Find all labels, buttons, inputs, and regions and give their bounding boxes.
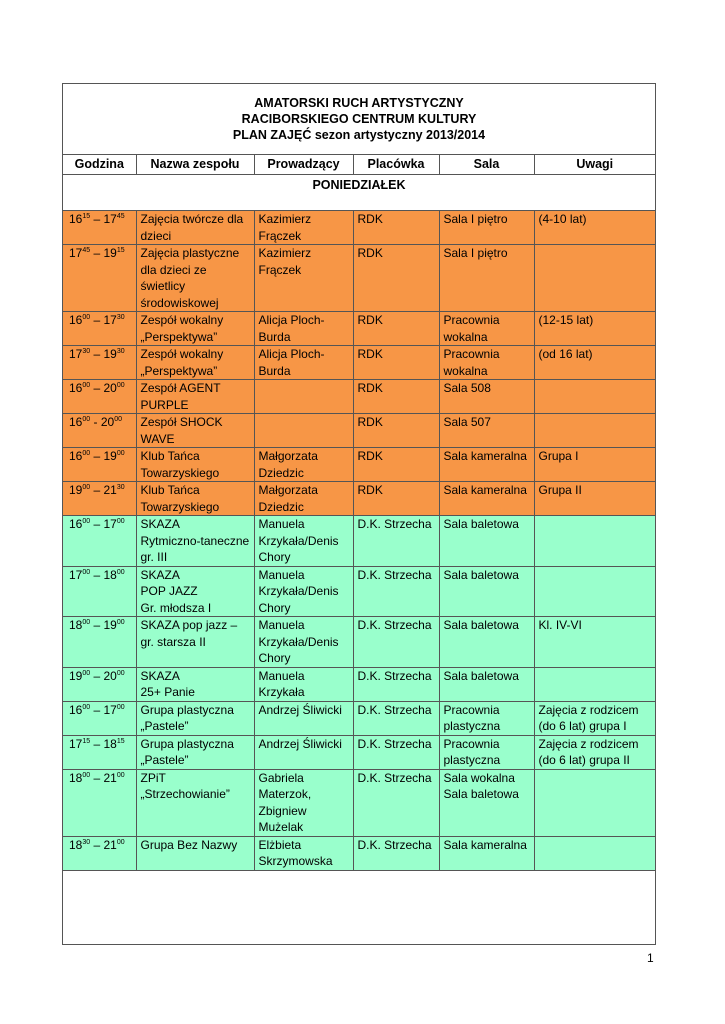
start-hour: 16 [69, 313, 83, 327]
table-row [63, 701, 655, 735]
column-header-leader: Prowadzący [254, 155, 353, 175]
group-name-cell: SKAZA 25+ Panie [136, 667, 254, 701]
notes-cell [534, 516, 655, 567]
leader-cell [254, 414, 353, 448]
time-separator: – [90, 618, 104, 632]
venue-cell: D.K. Strzecha [353, 667, 439, 701]
end-minutes: 45 [116, 213, 125, 220]
start-minutes: 15 [82, 737, 91, 745]
start-minutes: 00 [82, 416, 91, 423]
end-minutes: 00 [116, 382, 125, 389]
table-row [63, 211, 655, 245]
start-hour: 17 [69, 347, 83, 361]
leader-cell: Małgorzata Dziedzic [254, 482, 353, 516]
end-hour: 17 [103, 702, 117, 717]
time-cell [63, 617, 136, 668]
group-name-cell: Klub Tańca Towarzyskiego [136, 482, 254, 516]
room-cell: Sala I piętro [439, 211, 534, 245]
start-minutes: 00 [82, 568, 91, 576]
venue-cell: D.K. Strzecha [353, 769, 439, 836]
group-name-cell: Zespół AGENT PURPLE [136, 380, 254, 414]
notes-cell [534, 414, 655, 448]
room-cell: Pracownia plastyczna [439, 701, 534, 735]
end-minutes: 00 [116, 838, 125, 846]
start-minutes: 30 [82, 838, 91, 846]
leader-cell: Kazimierz Frączek [254, 245, 353, 312]
schedule-table [63, 155, 655, 959]
time-separator: – [90, 770, 104, 785]
end-minutes: 00 [116, 771, 125, 779]
start-hour: 18 [69, 837, 83, 852]
time-separator: – [90, 736, 104, 751]
leader-cell: Kazimierz Frączek [254, 211, 353, 245]
venue-cell: RDK [353, 312, 439, 346]
end-hour: 17 [103, 517, 117, 531]
end-hour: 20 [103, 381, 117, 395]
table-row [63, 617, 655, 668]
group-name-cell: Zajęcia plastyczne dla dzieci ze świetlicy środowiskowej [136, 245, 254, 312]
time-cell [63, 414, 136, 448]
end-hour: 19 [103, 246, 117, 260]
time-separator: - [90, 415, 101, 429]
start-hour: 16 [69, 517, 83, 531]
end-minutes: 00 [116, 450, 125, 457]
group-name-cell: Zajęcia twórcze dla dzieci [136, 211, 254, 245]
document-frame [62, 83, 656, 945]
room-cell: Pracownia wokalna [439, 312, 534, 346]
notes-cell [534, 566, 655, 617]
room-cell: Pracownia wokalna [439, 346, 534, 380]
leader-cell [254, 380, 353, 414]
notes-cell: (od 16 lat) [534, 346, 655, 380]
title-block [63, 84, 655, 155]
time-cell [63, 735, 136, 769]
start-hour: 17 [69, 246, 83, 260]
group-name-cell: Grupa plastyczna „Pastele” [136, 735, 254, 769]
end-minutes: 00 [116, 568, 125, 576]
table-row [63, 448, 655, 482]
end-minutes: 30 [116, 484, 125, 491]
group-name-cell: SKAZA pop jazz – gr. starsza II [136, 617, 254, 668]
start-hour: 16 [69, 449, 83, 463]
group-name-cell: Zespół SHOCK WAVE [136, 414, 254, 448]
end-minutes: 00 [116, 518, 125, 525]
time-cell [63, 346, 136, 380]
venue-cell: RDK [353, 414, 439, 448]
end-minutes: 30 [116, 348, 125, 355]
start-minutes: 00 [82, 314, 91, 321]
start-minutes: 00 [82, 771, 91, 779]
start-hour: 18 [69, 770, 83, 785]
venue-cell: D.K. Strzecha [353, 836, 439, 870]
time-cell [63, 667, 136, 701]
time-separator: – [90, 567, 104, 582]
end-minutes: 15 [116, 247, 125, 254]
time-separator: – [90, 313, 104, 327]
table-row [63, 516, 655, 567]
end-hour: 20 [100, 415, 115, 429]
time-separator: – [90, 381, 104, 395]
end-minutes: 00 [116, 619, 125, 626]
time-separator: – [90, 212, 104, 226]
notes-cell: Zajęcia z rodzicem (do 6 lat) grupa II [534, 735, 655, 769]
time-cell [63, 312, 136, 346]
start-hour: 17 [69, 736, 83, 751]
start-hour: 16 [69, 415, 83, 429]
column-header-group: Nazwa zespołu [136, 155, 254, 175]
venue-cell: D.K. Strzecha [353, 701, 439, 735]
start-minutes: 00 [82, 382, 91, 389]
start-hour: 16 [69, 381, 83, 395]
start-minutes: 00 [82, 484, 91, 491]
leader-cell: Manuela Krzykała/Denis Chory [254, 566, 353, 617]
title-line-2: RACIBORSKIEGO CENTRUM KULTURY [241, 112, 477, 126]
room-cell: Sala kameralna [439, 836, 534, 870]
empty-cell [63, 870, 655, 959]
time-cell [63, 836, 136, 870]
page-number: 1 [647, 951, 654, 965]
room-cell: Sala kameralna [439, 482, 534, 516]
time-separator: – [90, 702, 104, 717]
group-name-cell: Grupa plastyczna „Pastele” [136, 701, 254, 735]
end-hour: 21 [103, 837, 117, 852]
start-hour: 16 [69, 212, 83, 226]
table-row [63, 836, 655, 870]
room-cell: Sala wokalna Sala baletowa [439, 769, 534, 836]
venue-cell: D.K. Strzecha [353, 566, 439, 617]
time-cell [63, 245, 136, 312]
start-hour: 18 [69, 618, 83, 632]
leader-cell: Manuela Krzykała/Denis Chory [254, 516, 353, 567]
venue-cell: RDK [353, 211, 439, 245]
leader-cell: Andrzej Śliwicki [254, 701, 353, 735]
leader-cell: Małgorzata Dziedzic [254, 448, 353, 482]
end-minutes: 15 [116, 737, 125, 745]
room-cell: Sala baletowa [439, 516, 534, 567]
title-line-3: PLAN ZAJĘĆ sezon artystyczny 2013/2014 [232, 128, 486, 142]
table-row [63, 346, 655, 380]
leader-cell: Gabriela Materzok, Zbigniew Mużelak [254, 769, 353, 836]
end-hour: 20 [103, 668, 117, 683]
leader-cell: Manuela Krzykała [254, 667, 353, 701]
end-hour: 18 [103, 567, 117, 582]
notes-cell: Grupa II [534, 482, 655, 516]
time-cell [63, 769, 136, 836]
start-minutes: 00 [82, 703, 91, 711]
empty-row [63, 870, 655, 959]
room-cell: Sala baletowa [439, 566, 534, 617]
room-cell: Sala 508 [439, 380, 534, 414]
end-hour: 17 [103, 212, 117, 226]
end-minutes: 00 [116, 703, 125, 711]
room-cell: Sala baletowa [439, 667, 534, 701]
day-row [63, 175, 655, 211]
time-separator: – [90, 449, 104, 463]
venue-cell: RDK [353, 245, 439, 312]
notes-cell: Kl. IV-VI [534, 617, 655, 668]
start-minutes: 00 [82, 619, 91, 626]
notes-cell: (12-15 lat) [534, 312, 655, 346]
start-hour: 19 [69, 483, 83, 497]
room-cell: Sala kameralna [439, 448, 534, 482]
time-separator: – [90, 517, 104, 531]
table-row [63, 245, 655, 312]
venue-cell: RDK [353, 482, 439, 516]
notes-cell: (4-10 lat) [534, 211, 655, 245]
time-cell [63, 380, 136, 414]
room-cell: Sala baletowa [439, 617, 534, 668]
end-hour: 19 [103, 347, 117, 361]
time-separator: – [90, 246, 104, 260]
start-hour: 19 [69, 668, 83, 683]
venue-cell: D.K. Strzecha [353, 617, 439, 668]
venue-cell: RDK [353, 380, 439, 414]
time-cell [63, 566, 136, 617]
room-cell: Sala 507 [439, 414, 534, 448]
day-label: PONIEDZIAŁEK [63, 175, 655, 211]
notes-cell: Grupa I [534, 448, 655, 482]
group-name-cell: SKAZA POP JAZZ Gr. młodsza I [136, 566, 254, 617]
end-hour: 19 [103, 618, 117, 632]
leader-cell: Alicja Ploch-Burda [254, 312, 353, 346]
group-name-cell: ZPiT „Strzechowianie” [136, 769, 254, 836]
time-cell [63, 701, 136, 735]
group-name-cell: Grupa Bez Nazwy [136, 836, 254, 870]
start-hour: 17 [69, 567, 83, 582]
room-cell: Pracownia plastyczna [439, 735, 534, 769]
time-separator: – [90, 483, 104, 497]
time-cell [63, 448, 136, 482]
table-row [63, 414, 655, 448]
end-hour: 21 [103, 770, 117, 785]
start-minutes: 45 [82, 247, 91, 254]
venue-cell: D.K. Strzecha [353, 735, 439, 769]
end-hour: 21 [103, 483, 117, 497]
notes-cell [534, 836, 655, 870]
end-hour: 19 [103, 449, 117, 463]
notes-cell [534, 380, 655, 414]
table-row [63, 380, 655, 414]
start-minutes: 15 [82, 213, 91, 220]
end-hour: 18 [103, 736, 117, 751]
table-row [63, 769, 655, 836]
group-name-cell: Zespół wokalny „Perspektywa” [136, 346, 254, 380]
venue-cell: RDK [353, 346, 439, 380]
leader-cell: Alicja Ploch-Burda [254, 346, 353, 380]
group-name-cell: SKAZA Rytmiczno-taneczne gr. III [136, 516, 254, 567]
start-minutes: 00 [82, 450, 91, 457]
title-line-1: AMATORSKI RUCH ARTYSTYCZNY [254, 96, 464, 110]
time-cell [63, 482, 136, 516]
time-separator: – [90, 668, 104, 683]
time-separator: – [90, 347, 104, 361]
leader-cell: Elżbieta Skrzymowska [254, 836, 353, 870]
start-minutes: 00 [82, 518, 91, 525]
notes-cell [534, 245, 655, 312]
start-minutes: 30 [82, 348, 91, 355]
leader-cell: Manuela Krzykała/Denis Chory [254, 617, 353, 668]
venue-cell: D.K. Strzecha [353, 516, 439, 567]
time-cell [63, 516, 136, 567]
table-row [63, 482, 655, 516]
end-minutes: 00 [114, 416, 122, 423]
notes-cell [534, 667, 655, 701]
end-hour: 17 [103, 313, 117, 327]
group-name-cell: Zespół wokalny „Perspektywa” [136, 312, 254, 346]
column-header-notes: Uwagi [534, 155, 655, 175]
start-hour: 16 [69, 702, 83, 717]
end-minutes: 30 [116, 314, 125, 321]
time-separator: – [90, 837, 104, 852]
start-minutes: 00 [82, 669, 91, 677]
notes-cell: Zajęcia z rodzicem (do 6 lat) grupa I [534, 701, 655, 735]
time-cell [63, 211, 136, 245]
group-name-cell: Klub Tańca Towarzyskiego [136, 448, 254, 482]
column-header-venue: Placówka [353, 155, 439, 175]
column-header-row [63, 155, 655, 175]
table-row [63, 667, 655, 701]
table-row [63, 312, 655, 346]
table-row [63, 566, 655, 617]
notes-cell [534, 769, 655, 836]
end-minutes: 00 [116, 669, 125, 677]
room-cell: Sala I piętro [439, 245, 534, 312]
table-row [63, 735, 655, 769]
leader-cell: Andrzej Śliwicki [254, 735, 353, 769]
column-header-room: Sala [439, 155, 534, 175]
venue-cell: RDK [353, 448, 439, 482]
column-header-hour: Godzina [63, 155, 136, 175]
